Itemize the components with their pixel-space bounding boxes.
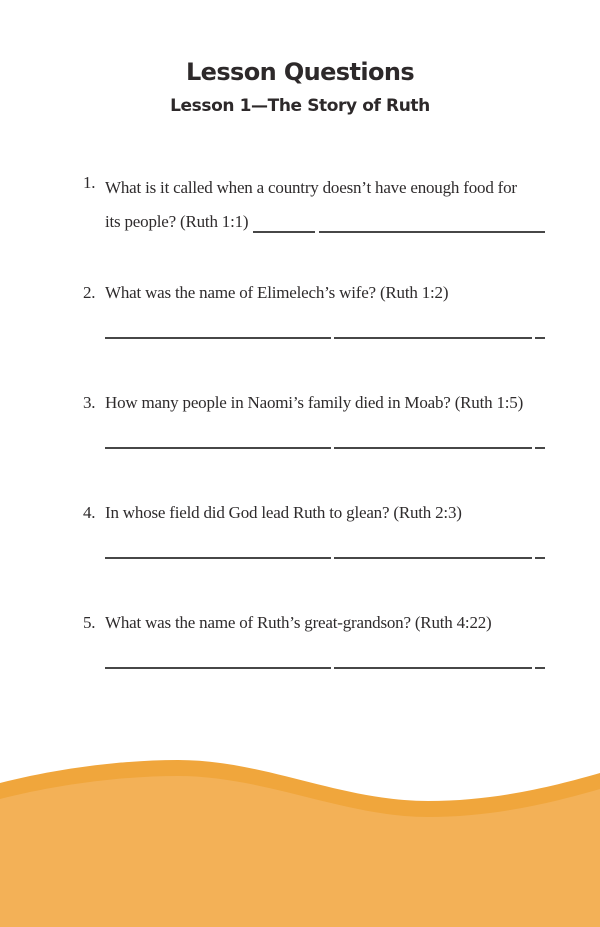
page-header xyxy=(0,0,600,117)
question-text xyxy=(105,171,553,239)
answer-blank xyxy=(105,667,545,669)
question-row xyxy=(83,391,553,415)
question-number: 4. xyxy=(83,503,96,522)
question-1 xyxy=(83,171,553,239)
question-number: 5. xyxy=(83,613,96,632)
answer-blank xyxy=(105,557,545,559)
question-text: In whose field did God lead Ruth to glean? (Ruth 2:3) xyxy=(105,503,462,522)
question-row xyxy=(83,171,553,239)
question-text-line xyxy=(105,205,553,239)
question-text-line: What is it called when a country doesn’t have enough food for xyxy=(105,178,517,197)
answer-blank xyxy=(105,447,545,449)
decorative-wave xyxy=(0,752,600,927)
question-text-continued: its people? (Ruth 1:1) xyxy=(105,212,249,231)
page-subtitle: Lesson 1—The Story of Ruth xyxy=(170,96,430,116)
question-3 xyxy=(83,391,553,449)
question-text: What was the name of Ruth’s great-grandson? (Ruth 4:22) xyxy=(105,613,492,632)
answer-blank xyxy=(105,337,545,339)
answer-blank xyxy=(253,231,545,233)
question-5 xyxy=(83,611,553,669)
question-text: How many people in Naomi’s family died in Moab? (Ruth 1:5) xyxy=(105,393,524,412)
question-row xyxy=(83,501,553,525)
question-row xyxy=(83,281,553,305)
question-2 xyxy=(83,281,553,339)
question-text: What was the name of Elimelech’s wife? (Ruth 1:2) xyxy=(105,283,449,302)
question-number: 1. xyxy=(83,173,96,192)
question-number: 3. xyxy=(83,393,96,412)
page-title: Lesson Questions xyxy=(185,58,415,86)
question-4 xyxy=(83,501,553,559)
question-row xyxy=(83,611,553,635)
question-number: 2. xyxy=(83,283,96,302)
